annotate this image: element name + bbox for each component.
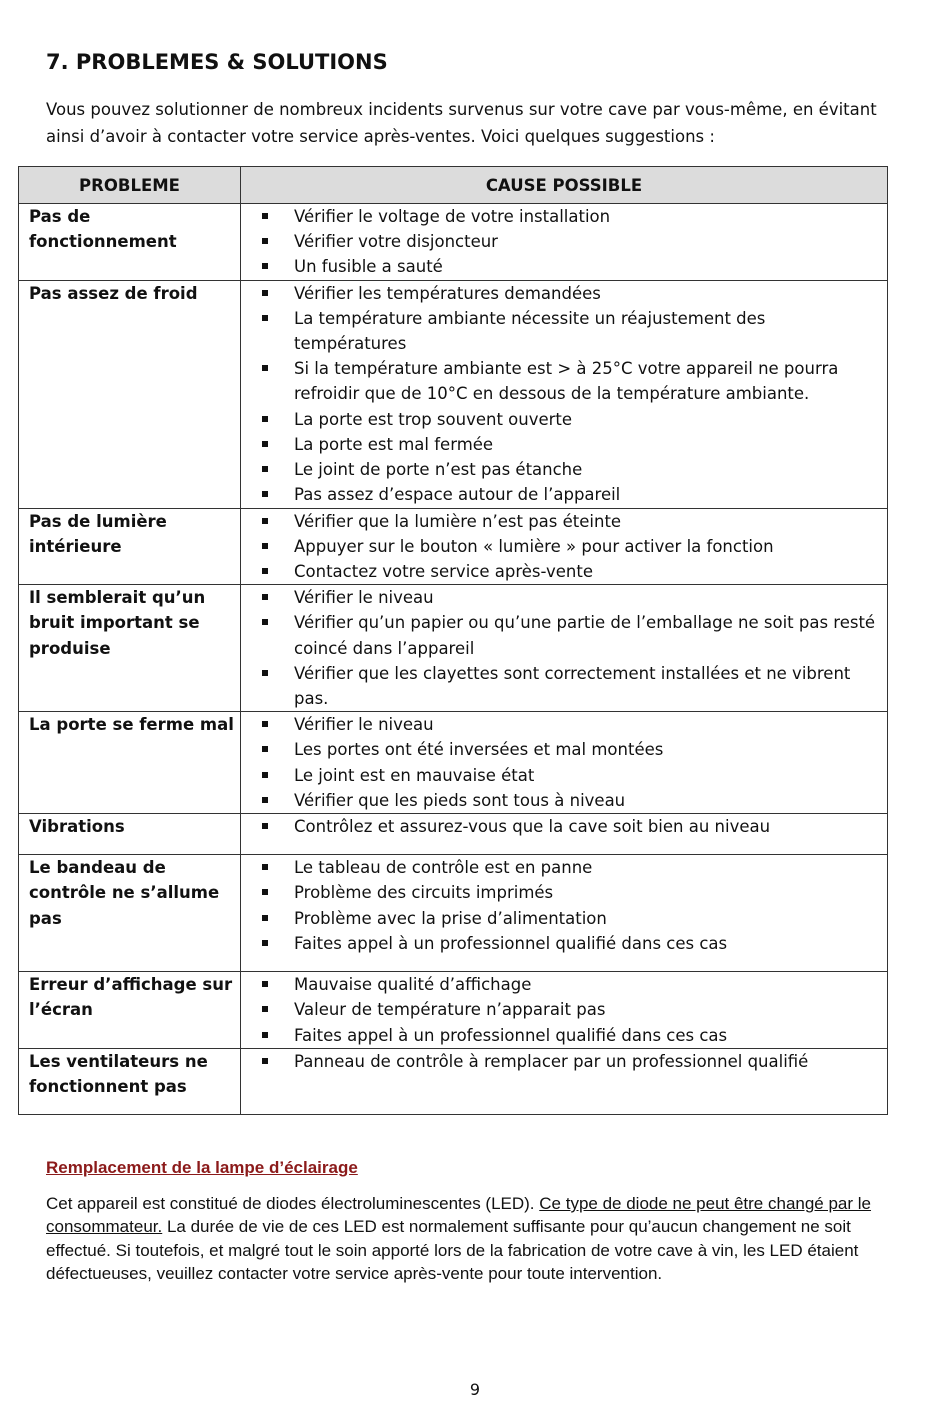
problem-cell: La porte se ferme mal — [19, 712, 241, 814]
cause-list-item — [241, 737, 887, 762]
square-bullet-icon — [262, 889, 268, 895]
cause-cell — [241, 855, 888, 972]
problem-cell: Erreur d’affichage sur l’écran — [19, 972, 241, 1049]
square-bullet-icon — [262, 915, 268, 921]
cause-list-item — [241, 457, 887, 482]
table-body — [19, 204, 888, 1115]
cause-text: Faites appel à un professionnel qualifié dans ces cas — [294, 933, 728, 953]
square-bullet-icon — [262, 823, 268, 829]
cause-list-item — [241, 814, 887, 839]
square-bullet-icon — [262, 365, 268, 371]
square-bullet-icon — [262, 568, 268, 574]
cause-text: Le joint est en mauvaise état — [294, 765, 535, 785]
cause-text: Contactez votre service après-vente — [294, 562, 594, 582]
cause-list-item — [241, 509, 887, 534]
cause-list-item — [241, 997, 887, 1022]
cause-list — [241, 855, 887, 956]
cause-text: Problème avec la prise d’alimentation — [294, 908, 607, 928]
cause-list — [241, 972, 887, 1048]
cause-cell — [241, 204, 888, 281]
square-bullet-icon — [262, 746, 268, 752]
cause-text: La porte est mal fermée — [294, 434, 494, 454]
cause-text: Appuyer sur le bouton « lumière » pour activer la fonction — [294, 536, 774, 556]
cause-text: Les portes ont été inversées et mal montées — [294, 740, 664, 760]
cause-cell — [241, 972, 888, 1049]
square-bullet-icon — [262, 290, 268, 296]
cause-list-item — [241, 972, 887, 997]
cause-list — [241, 712, 887, 813]
cause-list — [241, 814, 887, 839]
cause-list-item — [241, 559, 887, 584]
problem-cell: Pas de fonctionnement — [19, 204, 241, 281]
square-bullet-icon — [262, 619, 268, 625]
cause-list-item — [241, 229, 887, 254]
intro-paragraph: Vous pouvez solutionner de nombreux incidents survenus sur votre cave par vous-même, en évitant ainsi d’avoir à contacter votre service après-ventes. Voici quelques suggestions : — [46, 100, 877, 146]
cause-list-item — [241, 906, 887, 931]
cause-text: Le joint de porte n’est pas étanche — [294, 460, 583, 480]
square-bullet-icon — [262, 466, 268, 472]
square-bullet-icon — [262, 213, 268, 219]
cause-list-item — [241, 610, 887, 660]
cause-cell — [241, 1048, 888, 1114]
table-row — [19, 508, 888, 585]
cause-list — [241, 1049, 887, 1074]
lamp-text-underlined: Ce type de diode ne peut être changé par le consommateur. — [46, 1194, 872, 1237]
cause-list-item — [241, 534, 887, 559]
cause-cell — [241, 814, 888, 855]
square-bullet-icon — [262, 797, 268, 803]
lamp-text-part-1: Cet appareil est constitué de diodes électroluminescentes (LED). — [46, 1194, 540, 1213]
cause-text: Vérifier le niveau — [294, 715, 434, 735]
cause-text: Si la température ambiante est > à 25°C votre appareil ne pourra refroidir que de 10°C en dessous de la température ambiante. — [294, 359, 839, 404]
table-row — [19, 585, 888, 712]
cause-text: Valeur de température n’apparait pas — [294, 1000, 606, 1020]
cause-cell — [241, 280, 888, 508]
table-row — [19, 972, 888, 1049]
table-row — [19, 204, 888, 281]
problems-solutions-table — [18, 166, 888, 1115]
cause-text: Un fusible a sauté — [294, 257, 443, 277]
cause-text: Faites appel à un professionnel qualifié dans ces cas — [294, 1025, 728, 1045]
square-bullet-icon — [262, 1058, 268, 1064]
cause-list-item — [241, 432, 887, 457]
cause-list — [241, 281, 887, 508]
lamp-text-part-2: La durée de vie de ces LED est normalement suffisante pour qu’aucun changement ne soit effectué. Si toutefois, et malgré tout le soin apporté lors de la fabrication de votre cave à vin, les LED étaient défectueuses, veuillez contacter votre service après-vente pour toute intervention. — [46, 1217, 859, 1283]
cause-list-item — [241, 931, 887, 956]
cause-list-item — [241, 356, 887, 406]
cause-list-item — [241, 788, 887, 813]
problem-cell: Pas de lumière intérieure — [19, 508, 241, 585]
cause-text: Vérifier que les clayettes sont correctement installées et ne vibrent pas. — [294, 663, 851, 709]
table-row — [19, 855, 888, 972]
square-bullet-icon — [262, 1032, 268, 1038]
cause-text: Pas assez d’espace autour de l’appareil — [294, 485, 621, 505]
square-bullet-icon — [262, 721, 268, 727]
section-title: 7. PROBLEMES & SOLUTIONS — [46, 50, 388, 74]
square-bullet-icon — [262, 315, 268, 321]
cause-list-item — [241, 254, 887, 279]
cause-text: Vérifier que les pieds sont tous à niveau — [294, 790, 626, 810]
cause-text: Contrôlez et assurez-vous que la cave soit bien au niveau — [294, 817, 771, 837]
problem-cell: Vibrations — [19, 814, 241, 855]
square-bullet-icon — [262, 940, 268, 946]
cause-text: Vérifier votre disjoncteur — [294, 232, 498, 252]
cause-text: La porte est trop souvent ouverte — [294, 409, 573, 429]
square-bullet-icon — [262, 594, 268, 600]
square-bullet-icon — [262, 670, 268, 676]
square-bullet-icon — [262, 263, 268, 269]
cause-list-item — [241, 281, 887, 306]
cause-text: Vérifier le voltage de votre installation — [294, 207, 611, 226]
cause-list-item — [241, 1023, 887, 1048]
cause-list-item — [241, 407, 887, 432]
problem-cell: Le bandeau de contrôle ne s’allume pas — [19, 855, 241, 972]
cause-list-item — [241, 306, 887, 356]
cause-text: Vérifier que la lumière n’est pas éteinte — [294, 511, 622, 531]
square-bullet-icon — [262, 772, 268, 778]
cause-cell — [241, 585, 888, 712]
cause-list-item — [241, 1049, 887, 1074]
square-bullet-icon — [262, 491, 268, 497]
cause-list-item — [241, 204, 887, 229]
problem-cell: Les ventilateurs ne fonctionnent pas — [19, 1048, 241, 1114]
cause-text: Panneau de contrôle à remplacer par un professionnel qualifié — [294, 1051, 809, 1071]
cause-text: Mauvaise qualité d’affichage — [294, 975, 532, 995]
table-row — [19, 280, 888, 508]
cause-list-item — [241, 585, 887, 610]
square-bullet-icon — [262, 441, 268, 447]
cause-list-item — [241, 712, 887, 737]
cause-list — [241, 204, 887, 280]
cause-list-item — [241, 763, 887, 788]
cause-text: La température ambiante nécessite un réajustement des températures — [294, 308, 766, 354]
table-header-row — [19, 167, 888, 204]
header-problem: PROBLEME — [19, 167, 241, 204]
cause-list-item — [241, 482, 887, 507]
square-bullet-icon — [262, 543, 268, 549]
problem-cell: Pas assez de froid — [19, 280, 241, 508]
cause-list-item — [241, 880, 887, 905]
square-bullet-icon — [262, 518, 268, 524]
cause-cell — [241, 712, 888, 814]
square-bullet-icon — [262, 1006, 268, 1012]
lamp-section-text — [46, 1192, 906, 1285]
square-bullet-icon — [262, 864, 268, 870]
problem-cell: Il semblerait qu’un bruit important se produise — [19, 585, 241, 712]
cause-list — [241, 585, 887, 711]
square-bullet-icon — [262, 238, 268, 244]
cause-list — [241, 509, 887, 585]
table-row — [19, 1048, 888, 1114]
cause-text: Le tableau de contrôle est en panne — [294, 858, 593, 878]
cause-text: Vérifier les températures demandées — [294, 283, 601, 303]
cause-list-item — [241, 661, 887, 711]
table-row — [19, 814, 888, 855]
square-bullet-icon — [262, 981, 268, 987]
cause-text: Problème des circuits imprimés — [294, 883, 554, 903]
square-bullet-icon — [262, 416, 268, 422]
cause-text: Vérifier qu’un papier ou qu’une partie de l’emballage ne soit pas resté coincé dans l’appareil — [294, 613, 876, 658]
cause-cell — [241, 508, 888, 585]
table-row — [19, 712, 888, 814]
cause-list-item — [241, 855, 887, 880]
cause-text: Vérifier le niveau — [294, 588, 434, 608]
page-number: 9 — [469, 1380, 481, 1399]
lamp-section-title: Remplacement de la lampe d’éclairage — [46, 1158, 358, 1177]
header-cause: CAUSE POSSIBLE — [241, 167, 888, 204]
